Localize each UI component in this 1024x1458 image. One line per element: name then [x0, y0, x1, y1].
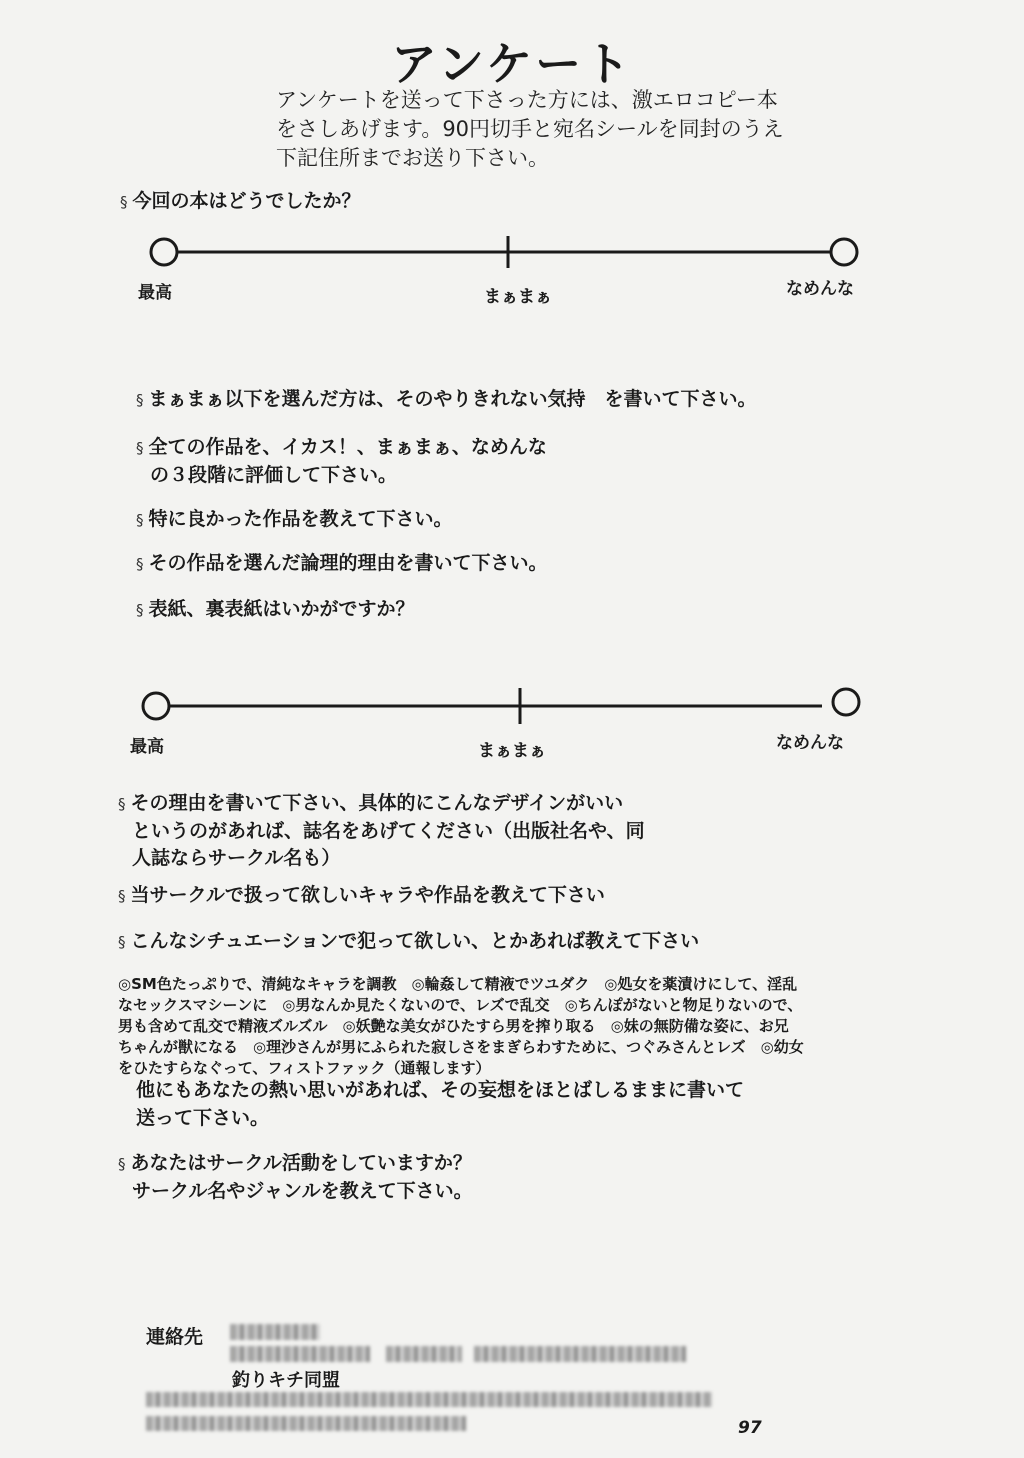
example-line: をひたすらなぐって、フィストファック（通報します） — [118, 1059, 491, 1077]
question-text: 特に良かった作品を教えて下さい。 — [148, 508, 453, 530]
example-line: なセックスマシーンに ◎男なんか見たくないので、レズで乱交 ◎ちんぽがないと物足りないので、 — [118, 996, 803, 1014]
scale-label-worst: なめんな — [776, 733, 844, 753]
question-text: その理由を書いて下さい、具体的にこんなデザインがいい — [130, 792, 624, 814]
question-text-cont: というのがあれば、誌名をあげてください（出版社名や、同 — [132, 820, 645, 842]
question-text: まぁまぁ以下を選んだ方は、そのやりきれない気持 を書いて下さい。 — [148, 388, 757, 410]
section-mark: § — [118, 1155, 126, 1173]
section-mark: § — [136, 601, 144, 619]
redacted-address — [230, 1346, 370, 1362]
scale-label-best: 最高 — [138, 283, 172, 303]
other-line: 送って下さい。 — [136, 1107, 270, 1129]
question-text-cont: 人誌ならサークル名も） — [132, 847, 341, 869]
redacted-email — [146, 1416, 466, 1431]
scale-label-middle: まぁまぁ — [484, 287, 552, 307]
scale-label-best: 最高 — [130, 737, 164, 757]
contact-label: 連絡先 — [146, 1326, 204, 1348]
page-title: アンケート — [390, 37, 634, 91]
situation-examples — [118, 974, 918, 1079]
section-mark: § — [118, 887, 126, 905]
section-mark: § — [118, 795, 126, 813]
circle-name: 釣りキチ同盟 — [232, 1370, 340, 1391]
question-text: 今回の本はどうでしたか？ — [132, 190, 361, 212]
question-text: こんなシチュエーションで犯って欲しい、とかあれば教えて下さい — [130, 930, 700, 952]
section-mark: § — [136, 555, 144, 573]
scale-label-worst: なめんな — [786, 279, 854, 299]
example-line: ちゃんが獣になる ◎理沙さんが男にふられた寂しさをまぎらわすために、つぐみさんとレズ ◎幼女 — [118, 1038, 804, 1056]
section-mark: § — [118, 933, 126, 951]
question-text: あなたはサークル活動をしていますか？ — [130, 1152, 472, 1174]
question-rate-works — [136, 434, 547, 489]
redacted-address — [386, 1346, 462, 1362]
example-line: ◎SM色たっぷりで、清純なキャラを調教 ◎輪姦して精液でツユダク ◎処女を薬漬けにして、淫乱 — [118, 975, 798, 993]
scale-left-circle[interactable] — [151, 239, 177, 265]
section-mark: § — [120, 193, 128, 211]
scale-label-middle: まぁまぁ — [478, 741, 546, 761]
question-design-reason — [118, 790, 645, 872]
scale-right-circle[interactable] — [831, 239, 857, 265]
redacted-address — [474, 1346, 686, 1362]
question-favorite — [136, 506, 453, 534]
intro-line: アンケートを送って下さった方には、激エロコピー本 — [276, 88, 778, 112]
question-overall — [120, 188, 361, 216]
section-mark: § — [136, 391, 144, 409]
intro-line: をさしあげます。90円切手と宛名シールを同封のうえ — [276, 117, 784, 141]
question-text: 表紙、裏表紙はいかがですか？ — [148, 598, 415, 620]
example-line: 男も含めて乱交で精液ズルズル ◎妖艶な美女がひたすら男を搾り取る ◎妹の無防備な姿に、お兄 — [118, 1017, 789, 1035]
other-ideas-text — [136, 1076, 744, 1132]
redacted-postal-code — [230, 1324, 320, 1340]
rating-scale-cover[interactable] — [132, 682, 862, 732]
page-number: 97 — [738, 1418, 762, 1438]
section-mark: § — [136, 439, 144, 457]
question-text-cont: の３段階に評価して下さい。 — [150, 464, 398, 486]
question-text-cont: サークル名やジャンルを教えて下さい。 — [132, 1180, 473, 1202]
question-situations — [118, 928, 699, 956]
redacted-url — [146, 1392, 712, 1407]
question-cover — [136, 596, 415, 624]
question-text: 当サークルで扱って欲しいキャラや作品を教えて下さい — [130, 884, 605, 906]
question-feelings — [136, 386, 757, 414]
rating-scale-book[interactable] — [140, 228, 870, 278]
question-circle-activity — [118, 1150, 473, 1205]
section-mark: § — [136, 511, 144, 529]
question-reason — [136, 550, 548, 578]
scale-left-circle[interactable] — [143, 693, 169, 719]
other-line: 他にもあなたの熱い思いがあれば、その妄想をほとばしるままに書いて — [136, 1079, 745, 1101]
question-text: その作品を選んだ論理的理由を書いて下さい。 — [148, 552, 548, 574]
intro-text — [276, 86, 784, 173]
question-characters — [118, 882, 605, 910]
scale-right-circle[interactable] — [833, 689, 859, 715]
question-text: 全ての作品を、イカス！、まぁまぁ、なめんな — [148, 436, 547, 458]
intro-line: 下記住所までお送り下さい。 — [276, 146, 549, 170]
